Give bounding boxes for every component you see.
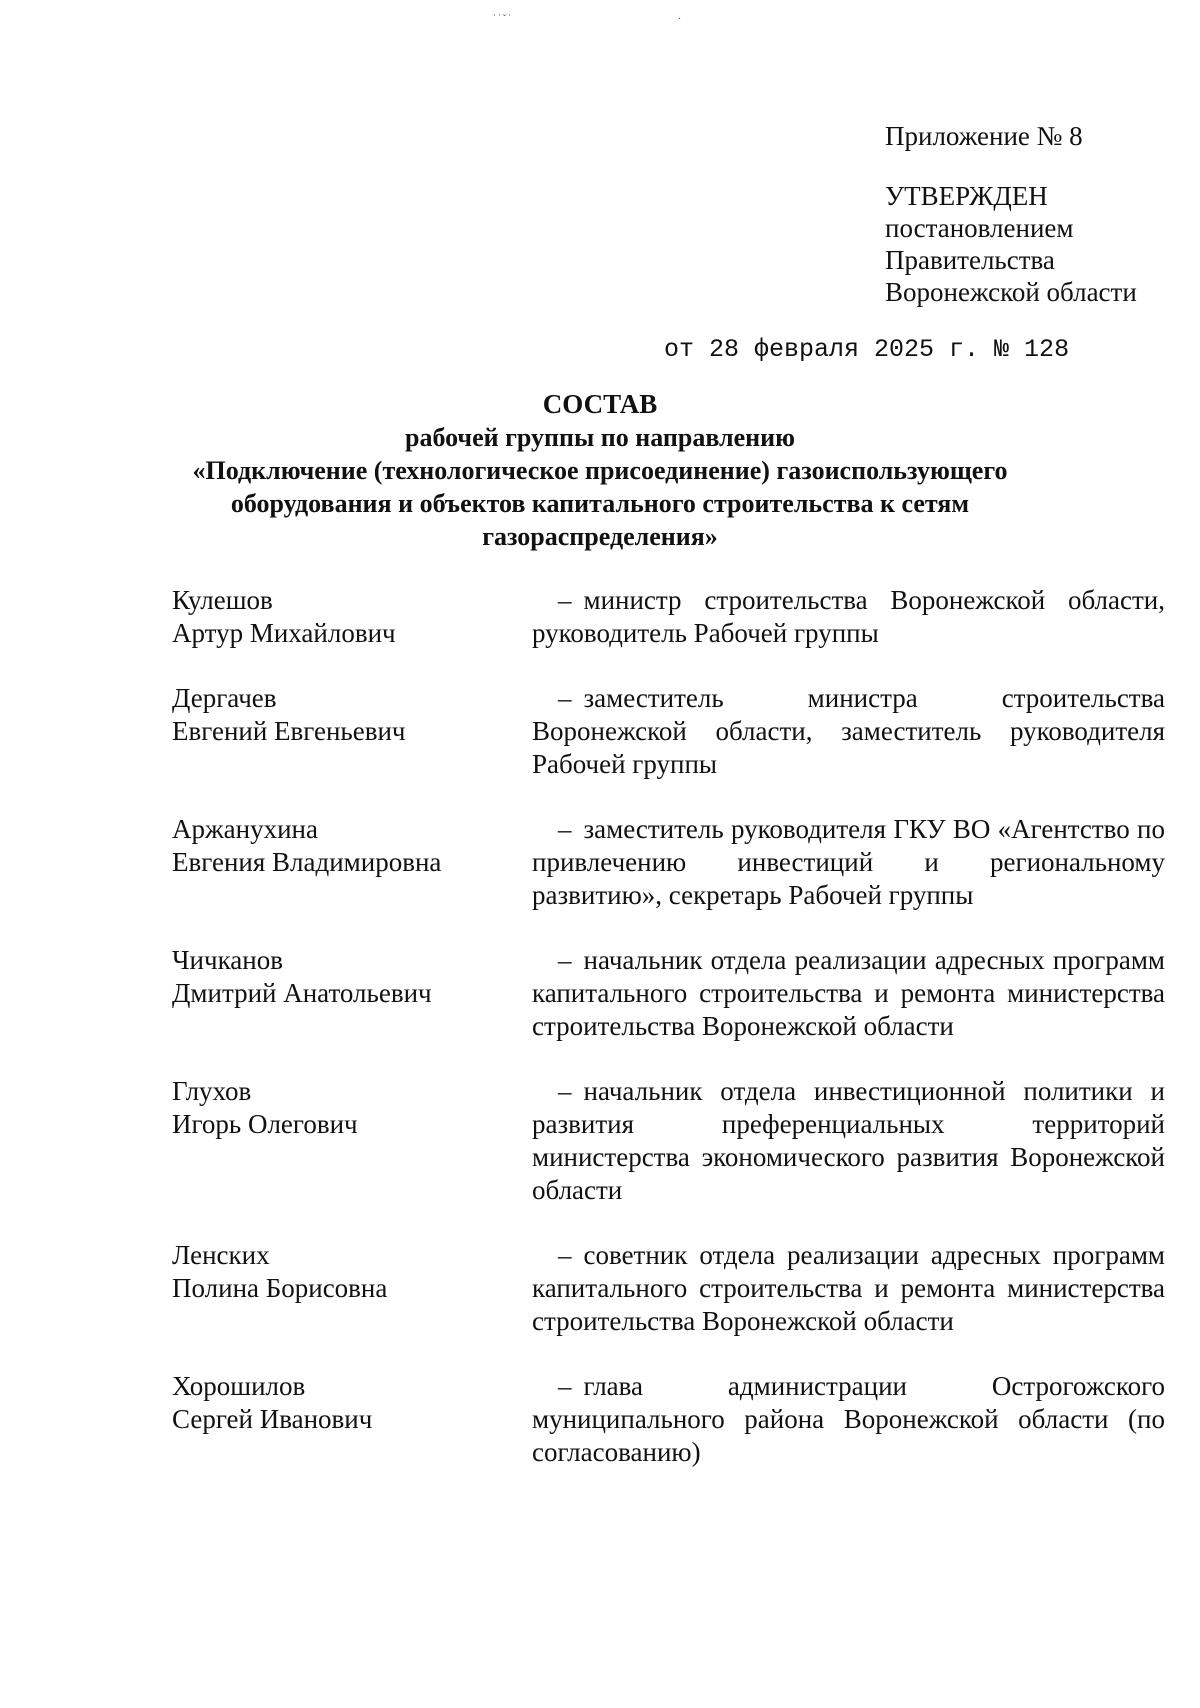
member-role xyxy=(532,944,1165,1043)
scan-artifact: · xyxy=(678,14,682,25)
decree-reference: от 28 февраля 2025 г. № 128 xyxy=(664,335,1070,364)
dash: – xyxy=(558,1240,572,1270)
dash: – xyxy=(558,945,572,975)
title-main: СОСТАВ xyxy=(542,389,658,419)
approved-line: постановлением xyxy=(885,213,1074,243)
member-role xyxy=(532,1075,1165,1207)
document-title xyxy=(150,388,1050,553)
dash: – xyxy=(558,585,572,615)
member-name xyxy=(172,813,532,912)
member-row xyxy=(172,1370,1165,1469)
member-role-text: начальник отдела реализации адресных программ капитального строительства и ремонта министерства строительства Воронежской области xyxy=(532,945,1165,1041)
title-line: рабочей группы по направлению xyxy=(404,423,796,452)
member-name xyxy=(172,1370,532,1469)
member-role-text: заместитель руководителя ГКУ ВО «Агентство по привлечению инвестиций и региональному развитию», секретарь Рабочей группы xyxy=(532,814,1165,910)
member-role xyxy=(532,1370,1165,1469)
member-name xyxy=(172,682,532,781)
scan-artifact: ˙˙ˇ˙ xyxy=(492,14,512,25)
member-name xyxy=(172,1239,532,1338)
title-line: «Подключение (технологическое присоединение) газоиспользующего xyxy=(192,456,1008,485)
member-name xyxy=(172,944,532,1043)
member-name xyxy=(172,584,532,650)
member-given-name: Евгения Владимировна xyxy=(172,847,442,877)
approved-line: Правительства xyxy=(885,245,1055,275)
member-row xyxy=(172,1075,1165,1207)
member-surname: Хорошилов xyxy=(172,1371,306,1401)
member-role xyxy=(532,813,1165,912)
member-surname: Глухов xyxy=(172,1076,252,1106)
member-given-name: Евгений Евгеньевич xyxy=(172,716,406,746)
member-row xyxy=(172,584,1165,650)
approved-line: Воронежской области xyxy=(885,277,1137,307)
members-list xyxy=(172,584,1165,1501)
member-surname: Аржанухина xyxy=(172,814,318,844)
member-role-text: начальник отдела инвестиционной политики и развития преференциальных территорий министерства экономического развития Воронежской области xyxy=(532,1076,1165,1205)
member-row xyxy=(172,682,1165,781)
member-role-text: заместитель министра строительства Воронежской области, заместитель руководителя Рабочей группы xyxy=(532,683,1165,779)
title-line: газораспределения» xyxy=(482,522,718,551)
approval-stamp-block xyxy=(885,120,1137,308)
title-line: оборудования и объектов капитального строительства к сетям xyxy=(230,489,970,518)
member-role-text: министр строительства Воронежской области, руководитель Рабочей группы xyxy=(532,585,1165,648)
member-role-text: советник отдела реализации адресных программ капитального строительства и ремонта министерства строительства Воронежской области xyxy=(532,1240,1165,1336)
member-role xyxy=(532,584,1165,650)
member-row xyxy=(172,944,1165,1043)
member-row xyxy=(172,813,1165,912)
dash: – xyxy=(558,683,572,713)
member-role xyxy=(532,1239,1165,1338)
member-given-name: Сергей Иванович xyxy=(172,1404,373,1434)
member-given-name: Дмитрий Анатольевич xyxy=(172,978,432,1008)
member-role xyxy=(532,682,1165,781)
member-surname: Кулешов xyxy=(172,585,273,615)
dash: – xyxy=(558,1076,572,1106)
member-given-name: Артур Михайлович xyxy=(172,618,396,648)
annex-number: Приложение № 8 xyxy=(885,121,1083,151)
member-surname: Чичканов xyxy=(172,945,283,975)
dash: – xyxy=(558,1371,572,1401)
member-surname: Ленских xyxy=(172,1240,270,1270)
approved-title: УТВЕРЖДЕН xyxy=(885,181,1048,211)
member-surname: Дергачев xyxy=(172,683,277,713)
member-role-text: глава администрации Острогожского муниципального района Воронежской области (по согласованию) xyxy=(532,1371,1165,1467)
member-name xyxy=(172,1075,532,1207)
member-given-name: Полина Борисовна xyxy=(172,1273,388,1303)
member-given-name: Игорь Олегович xyxy=(172,1109,358,1139)
member-row xyxy=(172,1239,1165,1338)
dash: – xyxy=(558,814,572,844)
